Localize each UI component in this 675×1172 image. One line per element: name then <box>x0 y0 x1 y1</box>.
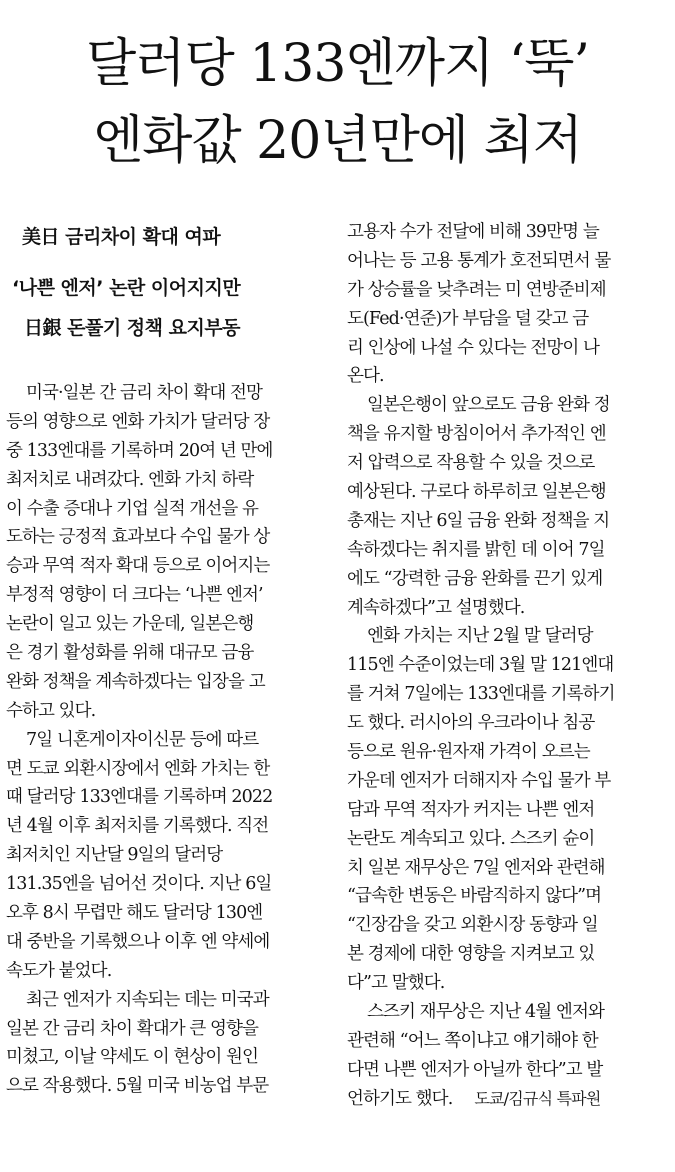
article-text-line: 온다. <box>347 366 384 387</box>
article-text-line: 계속하겠다”고 설명했다. <box>347 597 525 618</box>
article-text-line: 스즈키 재무상은 지난 4월 엔저와 <box>367 1002 604 1023</box>
article-text-line: 오후 8시 무렵만 해도 달러당 130엔 <box>6 903 263 924</box>
byline: 도쿄/김규식 특파원 <box>474 1088 601 1108</box>
article-text-line: 승과 무역 적자 확대 등으로 이어지는 <box>6 556 270 577</box>
article-text-line: 최근 엔저가 지속되는 데는 미국과 <box>26 989 269 1010</box>
article-text-line: 논란도 계속되고 있다. 스즈키 슌이 <box>347 828 595 849</box>
left-column <box>6 218 328 1101</box>
article-text-line: 속하겠다는 취지를 밝힌 데 이어 7일 <box>347 539 605 560</box>
article-text-line: 완화 정책을 계속하겠다는 입장을 고 <box>6 671 265 692</box>
article-text-line: 131.35엔을 넘어선 것이다. 지난 6일 <box>6 874 272 895</box>
article-text-line: 미국·일본 간 금리 차이 확대 전망 <box>26 383 263 403</box>
article-text-line: 가운데 엔저가 더해지자 수입 물가 부 <box>347 770 611 791</box>
article-text-line: 에도 “강력한 금융 완화를 끈기 있게 <box>347 568 603 589</box>
article-text-line: 수하고 있다. <box>6 700 96 721</box>
article-text-line: 도 했다. 러시아의 우크라이나 침공 <box>347 713 595 734</box>
article-text-line: 때 달러당 133엔대를 기록하며 2022 <box>6 787 273 808</box>
subhead-2: ‘나쁜 엔저’ 논란 이어지지만 <box>12 277 241 299</box>
article-text-line: 본 경제에 대한 영향을 지켜보고 있 <box>347 944 595 965</box>
article-text-line: 7일 니혼게이자이신문 등에 따르 <box>26 729 259 750</box>
article-text-line: 엔화 가치는 지난 2월 말 달러당 <box>367 626 593 647</box>
article-text-line: 치 일본 재무상은 7일 엔저와 관련해 <box>347 857 605 878</box>
article-text-line: 를 거쳐 7일에는 133엔대를 기록하기 <box>347 684 615 705</box>
headline-line-1: 달러당 133엔까지 ‘뚝’ <box>86 34 589 94</box>
article-text-line: “긴장감을 갖고 외환시장 동향과 일 <box>347 915 598 936</box>
article-text-line: 미쳤고, 이날 약세도 이 현상이 원인 <box>6 1047 259 1068</box>
article-text-line: 등으로 원유·원자재 가격이 오르는 <box>347 742 590 763</box>
article-text-line: 최저치인 지난달 9일의 달러당 <box>6 845 223 866</box>
article-text-line: 가 상승률을 낮추려는 미 연방준비제 <box>347 279 606 300</box>
article-text-line: 리 인상에 나설 수 있다는 전망이 나 <box>347 337 600 358</box>
article-text-line: 속도가 붙었다. <box>6 960 112 981</box>
article-text-line: 다”고 말했다. <box>347 973 445 994</box>
article-text-line: 담과 무역 적자가 커지는 나쁜 엔저 <box>347 799 595 820</box>
article-text-line: 도하는 긍정적 효과보다 수입 물가 상 <box>6 527 270 548</box>
article-text-line: 고용자 수가 전달에 비해 39만명 늘 <box>347 222 599 242</box>
article-text-line: 부정적 영향이 더 크다는 ‘나쁜 엔저’ <box>6 585 263 606</box>
article-text-line: 예상된다. 구로다 하루히코 일본은행 <box>347 482 606 503</box>
article-text-line: 책을 유지할 방침이어서 추가적인 엔 <box>347 424 606 445</box>
article-text-line: 중 133엔대를 기록하며 20여 년 만에 <box>6 440 273 461</box>
article-text-line: 등의 영향으로 엔화 가치가 달러당 장 <box>6 411 270 432</box>
article-text-line: 일본 간 금리 차이 확대가 큰 영향을 <box>6 1018 259 1039</box>
article-text-line: 논란이 일고 있는 가운데, 일본은행 <box>6 614 254 635</box>
subhead-1: 美日 금리차이 확대 여파 <box>22 226 221 248</box>
article-text-line: 어나는 등 고용 통계가 호전되면서 물 <box>347 250 611 271</box>
article-text-line: 115엔 수준이었는데 3월 말 121엔대 <box>347 655 614 676</box>
left-column-body <box>6 379 328 1101</box>
article-text-line <box>347 1085 669 1114</box>
article-text-line: 이 수출 증대나 기업 실적 개선을 유 <box>6 498 259 519</box>
article-text-line: 일본은행이 앞으로도 금융 완화 정 <box>367 395 610 416</box>
article-text: 언하기도 했다. <box>347 1088 453 1109</box>
article-text-line: 면 도쿄 외환시장에서 엔화 가치는 한 <box>6 758 270 779</box>
article-text-line: 총재는 지난 6일 금융 완화 정책을 지 <box>347 510 610 531</box>
article-text-line: 다면 나쁜 엔저가 아닐까 한다”고 발 <box>347 1059 603 1080</box>
article-text-line: “급속한 변동은 바람직하지 않다”며 <box>347 886 602 907</box>
headline-line-2: 엔화값 20년만에 최저 <box>92 111 583 171</box>
article-text-line: 년 4월 이후 최저치를 기록했다. 직전 <box>6 816 269 837</box>
subhead-3: 日銀 돈풀기 정책 요지부동 <box>24 317 241 339</box>
article-text-line: 저 압력으로 작용할 수 있을 것으로 <box>347 453 595 474</box>
article-text-line: 관련해 “어느 쪽이냐고 얘기해야 한 <box>347 1030 598 1051</box>
article-text-line: 은 경기 활성화를 위해 대규모 금융 <box>6 643 254 664</box>
article-text-line: 으로 작용했다. 5월 미국 비농업 부문 <box>6 1076 269 1097</box>
article-text-line: 대 중반을 기록했으나 이후 엔 약세에 <box>6 931 270 952</box>
article-text-line: 도(Fed·연준)가 부담을 덜 갖고 금 <box>347 308 589 329</box>
right-column-body <box>347 218 669 1114</box>
article-text-line: 최저치로 내려갔다. 엔화 가치 하락 <box>6 469 254 490</box>
right-column <box>347 218 669 1114</box>
